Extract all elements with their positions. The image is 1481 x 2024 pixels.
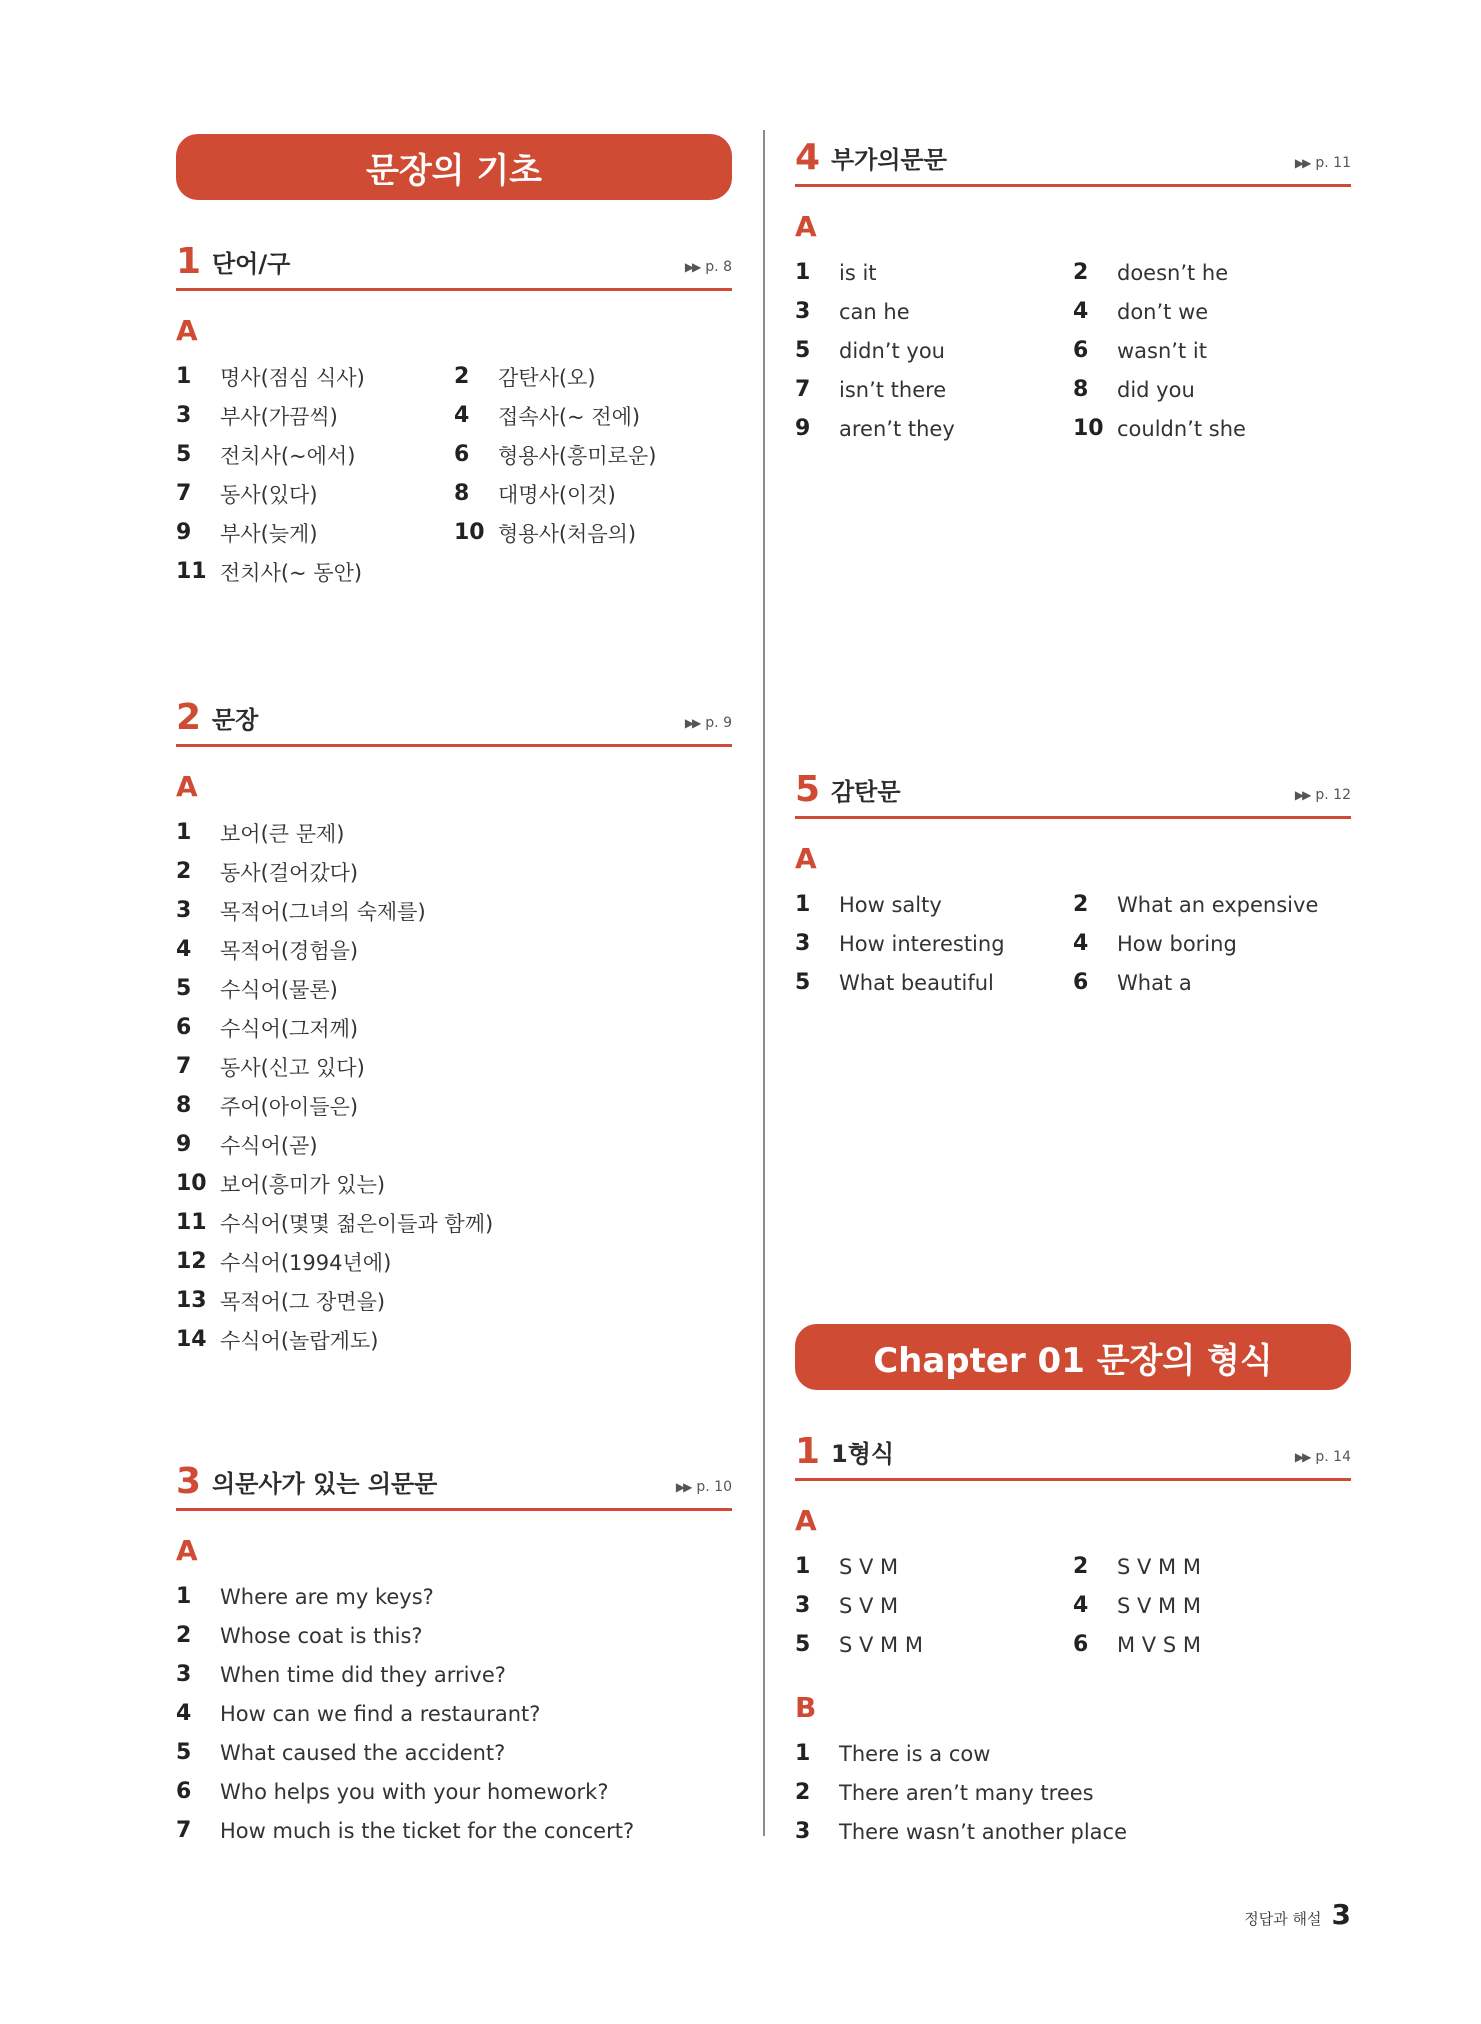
item-answer: How boring (1117, 931, 1237, 956)
item-number: 12 (176, 1249, 207, 1274)
answer-item (1073, 963, 1351, 1002)
answer-item (795, 1547, 1073, 1586)
section-header (176, 240, 732, 291)
item-number: 11 (176, 1210, 207, 1235)
item-number: 10 (454, 520, 485, 545)
answer-item (176, 1694, 732, 1733)
item-answer: S V M (839, 1593, 899, 1618)
page-reference: ▶▶ p. 10 (675, 1479, 732, 1495)
item-answer: wasn’t it (1117, 338, 1207, 363)
answer-item (454, 357, 732, 396)
double-arrow-icon: ▶▶ (1294, 1450, 1310, 1464)
section-4-tag-questions (795, 136, 1351, 448)
item-answer: aren’t they (839, 416, 955, 441)
answer-item (1073, 924, 1351, 963)
section-number: 4 (795, 137, 821, 178)
item-answer: When time did they arrive? (220, 1662, 506, 1687)
section-1-words (176, 240, 732, 591)
item-answer: couldn’t she (1117, 416, 1246, 441)
item-answer: 주어(아이들은) (220, 1094, 359, 1119)
subsection-label: A (795, 210, 817, 243)
item-number: 10 (176, 1171, 207, 1196)
section-header (795, 768, 1351, 819)
answer-item (795, 331, 1073, 370)
item-number: 5 (795, 1632, 811, 1657)
answer-item (176, 1242, 732, 1281)
section-title: 문장 (212, 706, 259, 734)
answer-item (1073, 1625, 1351, 1664)
section-number: 5 (795, 769, 821, 810)
item-number: 4 (176, 937, 192, 962)
page-reference: ▶▶ p. 14 (1294, 1449, 1351, 1465)
item-number: 11 (176, 559, 207, 584)
item-number: 2 (176, 1623, 192, 1648)
answer-item (1073, 409, 1351, 448)
page-reference: ▶▶ p. 9 (684, 715, 732, 731)
item-answer: 동사(신고 있다) (220, 1055, 365, 1080)
item-number: 1 (795, 1741, 811, 1766)
item-answer: 수식어(물론) (220, 977, 338, 1002)
item-answer: 보어(큰 문제) (220, 821, 345, 846)
subsection-label: A (795, 842, 817, 875)
item-answer: don’t we (1117, 299, 1209, 324)
answer-item (795, 1773, 1351, 1812)
item-answer: 형용사(처음의) (498, 521, 637, 546)
answer-item (454, 474, 732, 513)
item-number: 7 (176, 1054, 192, 1079)
section-title: 단어/구 (212, 250, 291, 278)
double-arrow-icon: ▶▶ (684, 716, 700, 730)
item-number: 9 (795, 416, 811, 441)
answer-item (795, 1625, 1073, 1664)
item-number: 2 (795, 1780, 811, 1805)
double-arrow-icon: ▶▶ (675, 1480, 691, 1494)
subsection-label: B (795, 1691, 817, 1724)
item-number: 3 (176, 898, 192, 923)
item-answer: doesn’t he (1117, 260, 1229, 285)
item-answer: Whose coat is this? (220, 1623, 423, 1648)
section-header (795, 136, 1351, 187)
answer-item (176, 1772, 732, 1811)
section-title: 감탄문 (831, 778, 901, 806)
answer-list (176, 1577, 732, 1850)
answer-item (1073, 1547, 1351, 1586)
answer-item (454, 513, 732, 552)
part-banner: 문장의 기초 (176, 134, 732, 200)
item-number: 6 (454, 442, 470, 467)
section-number: 1 (795, 1431, 821, 1472)
answer-item (176, 1616, 732, 1655)
item-number: 2 (1073, 892, 1089, 917)
item-answer: There wasn’t another place (839, 1819, 1128, 1844)
item-answer: 부사(가끔씩) (220, 404, 338, 429)
answer-item (176, 1655, 732, 1694)
item-answer: didn’t you (839, 338, 945, 363)
answer-item (454, 396, 732, 435)
item-number: 1 (795, 260, 811, 285)
item-answer: 동사(있다) (220, 482, 318, 507)
section-number: 3 (176, 1461, 202, 1502)
item-answer: 감탄사(오) (498, 365, 596, 390)
answer-list (176, 357, 732, 591)
item-number: 6 (176, 1779, 192, 1804)
item-number: 7 (795, 377, 811, 402)
item-number: 5 (795, 338, 811, 363)
page-footer (1244, 1898, 1351, 1931)
item-answer: can he (839, 299, 910, 324)
page-number: 3 (1331, 1898, 1351, 1931)
item-number: 3 (795, 1593, 811, 1618)
answer-item (1073, 331, 1351, 370)
answer-item (176, 969, 732, 1008)
item-answer: 접속사(~ 전에) (498, 404, 641, 429)
answer-item (176, 1733, 732, 1772)
item-number: 13 (176, 1288, 207, 1313)
answer-item (176, 1086, 732, 1125)
section-title: 부가의문문 (831, 146, 947, 174)
item-number: 4 (454, 403, 470, 428)
item-answer: isn’t there (839, 377, 947, 402)
answer-item (176, 357, 454, 396)
double-arrow-icon: ▶▶ (1294, 156, 1310, 170)
item-answer: 목적어(경험을) (220, 938, 359, 963)
item-number: 5 (176, 976, 192, 1001)
answer-item (176, 474, 454, 513)
item-answer: 수식어(1994년에) (220, 1250, 392, 1275)
answer-item (176, 1203, 732, 1242)
answer-item (176, 1125, 732, 1164)
item-number: 6 (1073, 1632, 1089, 1657)
item-answer: S V M M (1117, 1593, 1201, 1618)
chapter-banner: Chapter 01 문장의 형식 (795, 1324, 1351, 1390)
answer-item (795, 924, 1073, 963)
item-number: 5 (795, 970, 811, 995)
item-answer: What an expensive (1117, 892, 1319, 917)
item-answer: How can we find a restaurant? (220, 1701, 541, 1726)
item-answer: How interesting (839, 931, 1005, 956)
page-reference: ▶▶ p. 11 (1294, 155, 1351, 171)
item-answer: M V S M (1117, 1632, 1201, 1657)
answer-item (176, 513, 454, 552)
item-answer: 전치사(~ 동안) (220, 560, 363, 585)
item-number: 3 (795, 931, 811, 956)
item-number: 5 (176, 1740, 192, 1765)
item-number: 2 (1073, 260, 1089, 285)
item-answer: There aren’t many trees (839, 1780, 1094, 1805)
answer-item (176, 435, 454, 474)
item-number: 6 (176, 1015, 192, 1040)
answer-item (1073, 253, 1351, 292)
item-answer: 동사(걸어갔다) (220, 860, 359, 885)
item-number: 1 (176, 1584, 192, 1609)
page-reference: ▶▶ p. 8 (684, 259, 732, 275)
answer-item (176, 852, 732, 891)
item-number: 8 (176, 1093, 192, 1118)
item-number: 14 (176, 1327, 207, 1352)
item-number: 8 (454, 481, 470, 506)
item-answer: 목적어(그 장면을) (220, 1289, 386, 1314)
section-5-exclamations (795, 768, 1351, 1002)
answer-list (795, 885, 1351, 1002)
item-number: 3 (795, 1819, 811, 1844)
item-answer: S V M M (1117, 1554, 1201, 1579)
double-arrow-icon: ▶▶ (684, 260, 700, 274)
item-number: 1 (795, 892, 811, 917)
item-answer: 전치사(~에서) (220, 443, 356, 468)
footer-label: 정답과 해설 (1244, 1910, 1322, 1928)
answer-list (795, 1734, 1351, 1851)
answer-item (176, 1008, 732, 1047)
item-number: 7 (176, 1818, 192, 1843)
item-answer: 명사(점심 식사) (220, 365, 365, 390)
answer-item (795, 1812, 1351, 1851)
item-answer: Where are my keys? (220, 1584, 434, 1609)
answer-item (795, 253, 1073, 292)
answer-item (795, 1586, 1073, 1625)
item-number: 8 (1073, 377, 1089, 402)
section-3-wh-questions (176, 1460, 732, 1850)
answer-item (1073, 370, 1351, 409)
item-answer: 보어(흥미가 있는) (220, 1172, 386, 1197)
item-number: 1 (795, 1554, 811, 1579)
answer-item (1073, 885, 1351, 924)
answer-item (176, 1320, 732, 1359)
item-number: 3 (176, 403, 192, 428)
section-title: 1형식 (831, 1440, 895, 1468)
answer-list (795, 253, 1351, 448)
double-arrow-icon: ▶▶ (1294, 788, 1310, 802)
item-answer: is it (839, 260, 877, 285)
subsection-label: A (176, 314, 198, 347)
answer-item (795, 292, 1073, 331)
section-header (176, 1460, 732, 1511)
subsection-label: A (795, 1504, 817, 1537)
page-reference: ▶▶ p. 12 (1294, 787, 1351, 803)
item-answer: 형용사(흥미로운) (498, 443, 657, 468)
item-answer: S V M (839, 1554, 899, 1579)
item-answer: 수식어(곧) (220, 1133, 318, 1158)
item-answer: 부사(늦게) (220, 521, 318, 546)
item-number: 9 (176, 1132, 192, 1157)
item-number: 4 (1073, 931, 1089, 956)
answer-item (1073, 1586, 1351, 1625)
item-answer: 수식어(놀랍게도) (220, 1328, 379, 1353)
item-number: 6 (1073, 970, 1089, 995)
item-number: 2 (454, 364, 470, 389)
item-answer: 수식어(그저께) (220, 1016, 359, 1041)
item-answer: What caused the accident? (220, 1740, 506, 1765)
item-answer: S V M M (839, 1632, 923, 1657)
answer-item (176, 930, 732, 969)
answer-item (176, 552, 454, 591)
answer-item (795, 370, 1073, 409)
answer-item (1073, 292, 1351, 331)
answer-item (176, 813, 732, 852)
item-answer: What beautiful (839, 970, 994, 995)
item-number: 4 (1073, 1593, 1089, 1618)
section-title: 의문사가 있는 의문문 (212, 1470, 438, 1498)
section-header (176, 696, 732, 747)
item-number: 6 (1073, 338, 1089, 363)
item-number: 3 (795, 299, 811, 324)
subsection-label: A (176, 1534, 198, 1567)
item-answer: Who helps you with your homework? (220, 1779, 609, 1804)
item-number: 2 (1073, 1554, 1089, 1579)
answer-item (176, 1281, 732, 1320)
answer-item (176, 891, 732, 930)
item-number: 9 (176, 520, 192, 545)
item-number: 4 (176, 1701, 192, 1726)
item-answer: How much is the ticket for the concert? (220, 1818, 635, 1843)
item-number: 4 (1073, 299, 1089, 324)
item-number: 1 (176, 364, 192, 389)
answer-list (176, 813, 732, 1359)
item-answer: What a (1117, 970, 1192, 995)
answer-item (795, 409, 1073, 448)
answer-item (176, 1577, 732, 1616)
subsection-label: A (176, 770, 198, 803)
section-number: 2 (176, 697, 202, 738)
item-number: 7 (176, 481, 192, 506)
item-number: 2 (176, 859, 192, 884)
answer-item (454, 435, 732, 474)
item-number: 10 (1073, 416, 1104, 441)
chapter-section-1-first-form (795, 1430, 1351, 1851)
item-answer: did you (1117, 377, 1195, 402)
answer-item (795, 1734, 1351, 1773)
answer-item (176, 1047, 732, 1086)
item-number: 5 (176, 442, 192, 467)
item-number: 1 (176, 820, 192, 845)
section-number: 1 (176, 241, 202, 282)
answer-list (795, 1547, 1351, 1664)
item-answer: 수식어(몇몇 젊은이들과 함께) (220, 1211, 494, 1236)
answer-item (176, 1164, 732, 1203)
item-number: 3 (176, 1662, 192, 1687)
item-answer: 목적어(그녀의 숙제를) (220, 899, 426, 924)
item-answer: There is a cow (839, 1741, 991, 1766)
answer-item (795, 963, 1073, 1002)
answer-item (176, 396, 454, 435)
answer-item (795, 885, 1073, 924)
answer-item (176, 1811, 732, 1850)
item-answer: How salty (839, 892, 942, 917)
item-answer: 대명사(이것) (498, 482, 616, 507)
column-divider (763, 130, 765, 1836)
section-2-sentences (176, 696, 732, 1359)
section-header (795, 1430, 1351, 1481)
